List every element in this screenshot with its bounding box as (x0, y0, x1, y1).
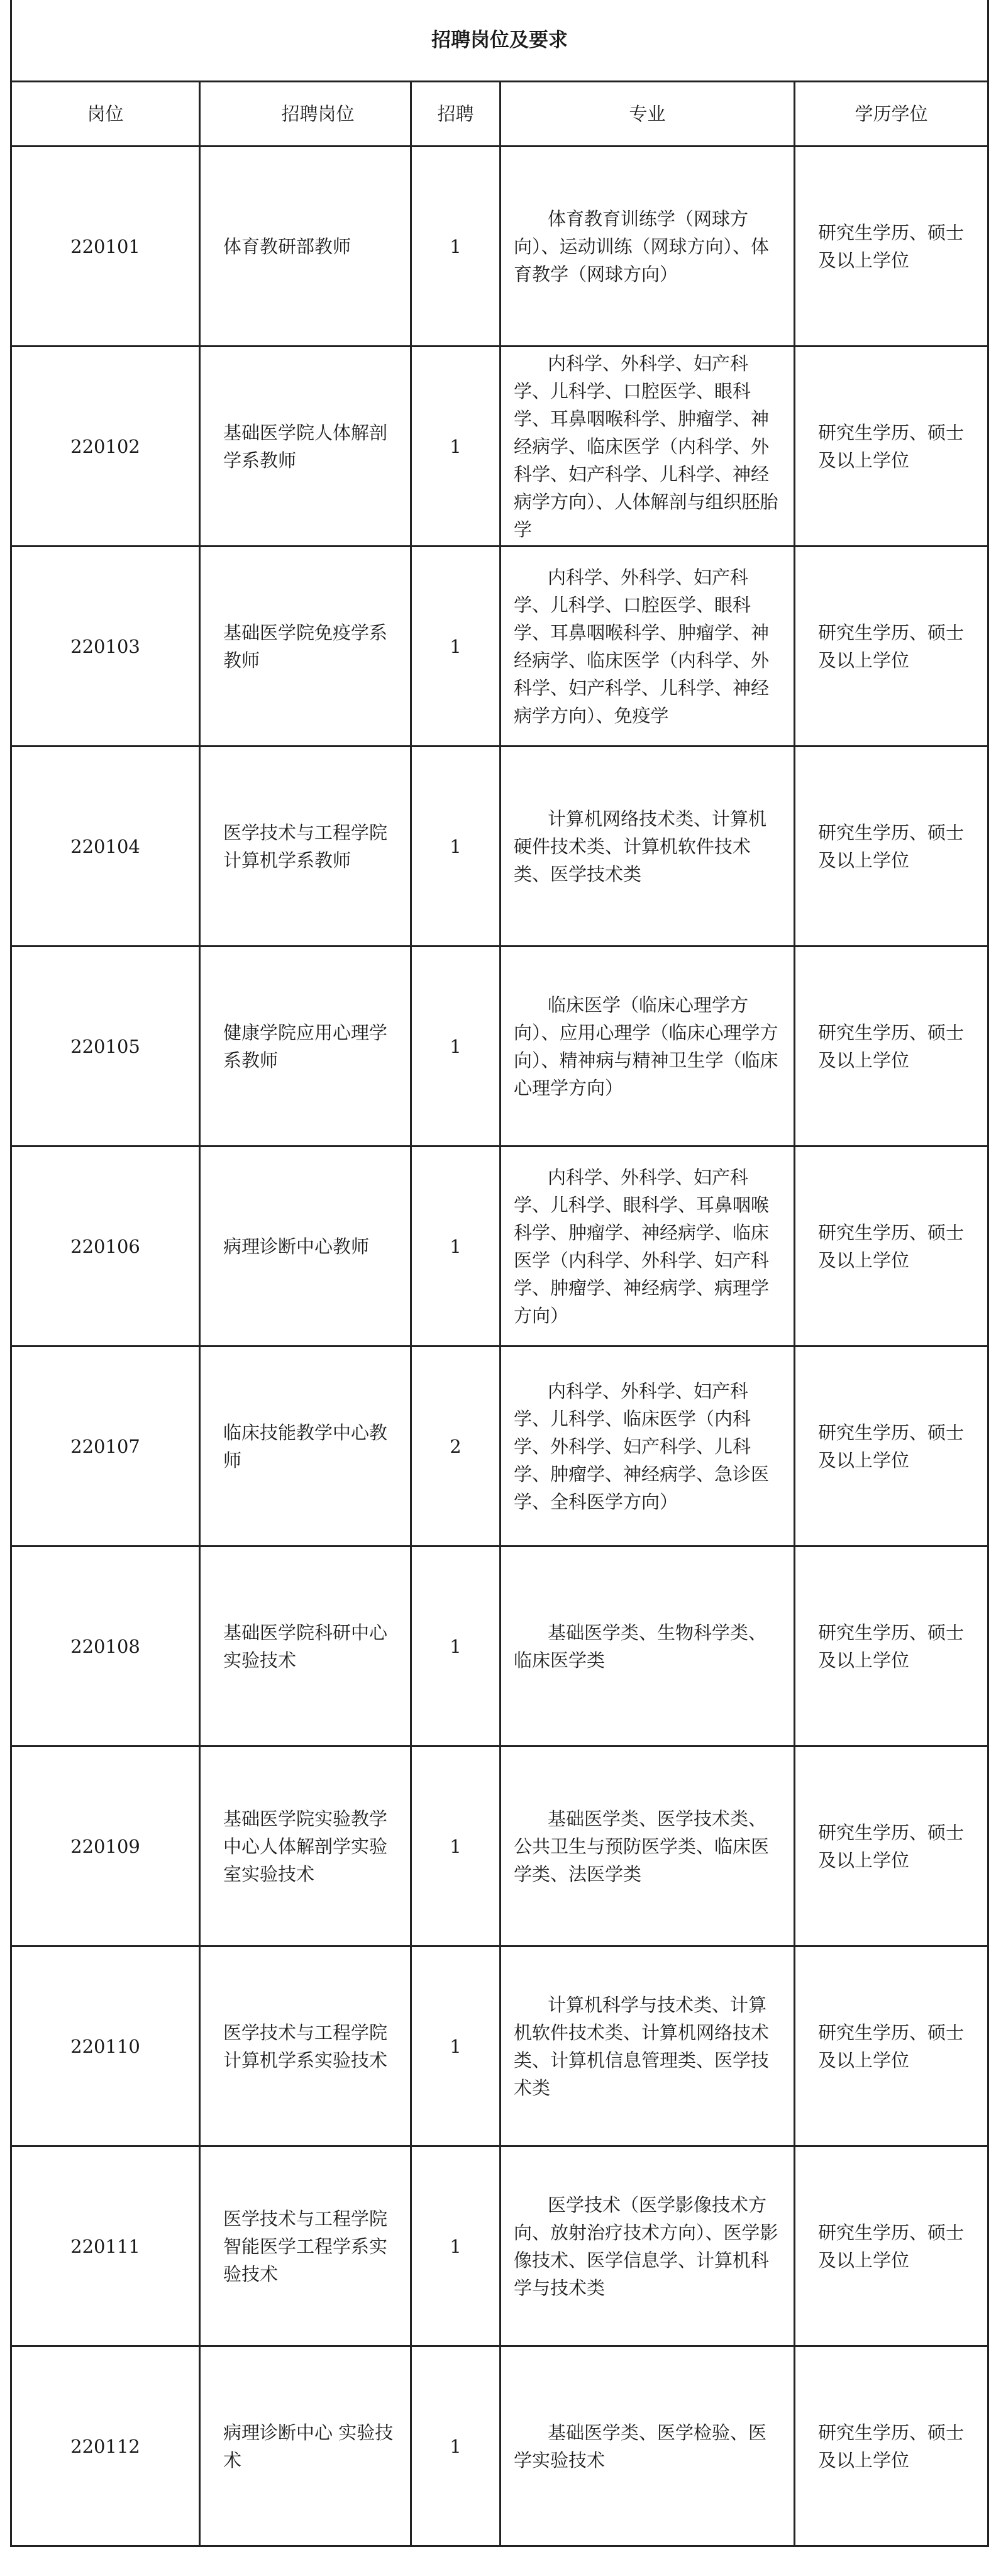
position-code-cell: 220110 (11, 1946, 200, 2146)
header-education: 学历学位 (795, 82, 988, 147)
education-cell: 研究生学历、硕士及以上学位 (795, 347, 988, 547)
education-cell: 研究生学历、硕士及以上学位 (795, 1146, 988, 1346)
education-cell: 研究生学历、硕士及以上学位 (795, 2346, 988, 2546)
table-row (11, 2346, 988, 2546)
education-cell: 研究生学历、硕士及以上学位 (795, 1546, 988, 1746)
major-cell: 内科学、外科学、妇产科学、儿科学、临床医学（内科学、外科学、妇产科学、儿科学、肿瘤学、神经病学、急诊医学、全科医学方向） (501, 1346, 795, 1546)
position-name-cell: 医学技术与工程学院计算机学系教师 (200, 747, 411, 947)
position-code-cell: 220109 (11, 1746, 200, 1946)
position-name-cell: 医学技术与工程学院计算机学系实验技术 (200, 1946, 411, 2146)
table-title: 招聘岗位及要求 (11, 0, 988, 82)
table-row (11, 2146, 988, 2346)
table-row (11, 1946, 988, 2146)
major-cell: 内科学、外科学、妇产科学、儿科学、口腔医学、眼科学、耳鼻咽喉科学、肿瘤学、神经病学、临床医学（内科学、外科学、妇产科学、儿科学、神经病学方向）、人体解剖与组织胚胎学 (501, 347, 795, 547)
major-cell: 计算机科学与技术类、计算机软件技术类、计算机网络技术类、计算机信息管理类、医学技术类 (501, 1946, 795, 2146)
position-name-cell: 基础医学院科研中心实验技术 (200, 1546, 411, 1746)
position-code-cell: 220105 (11, 947, 200, 1146)
position-code-cell: 220106 (11, 1146, 200, 1346)
education-cell: 研究生学历、硕士及以上学位 (795, 1746, 988, 1946)
position-code-cell: 220107 (11, 1346, 200, 1546)
table-row (11, 347, 988, 547)
table-row (11, 747, 988, 947)
position-name-cell: 健康学院应用心理学系教师 (200, 947, 411, 1146)
header-row (11, 82, 988, 147)
major-cell: 内科学、外科学、妇产科学、儿科学、口腔医学、眼科学、耳鼻咽喉科学、肿瘤学、神经病学、临床医学（内科学、外科学、妇产科学、儿科学、神经病学方向）、免疫学 (501, 547, 795, 747)
position-code-cell: 220101 (11, 147, 200, 347)
major-cell: 基础医学类、医学技术类、公共卫生与预防医学类、临床医学类、法医学类 (501, 1746, 795, 1946)
education-cell: 研究生学历、硕士及以上学位 (795, 547, 988, 747)
position-code-cell: 220108 (11, 1546, 200, 1746)
education-cell: 研究生学历、硕士及以上学位 (795, 2146, 988, 2346)
headcount-cell: 1 (411, 1546, 501, 1746)
table-row (11, 1346, 988, 1546)
table-row (11, 547, 988, 747)
position-name-cell: 临床技能教学中心教师 (200, 1346, 411, 1546)
education-cell: 研究生学历、硕士及以上学位 (795, 1946, 988, 2146)
headcount-cell: 1 (411, 2346, 501, 2546)
recruitment-table (10, 0, 989, 2547)
headcount-cell: 1 (411, 347, 501, 547)
position-code-cell: 220111 (11, 2146, 200, 2346)
headcount-cell: 1 (411, 1746, 501, 1946)
major-cell: 医学技术（医学影像技术方向、放射治疗技术方向）、医学影像技术、医学信息学、计算机科学与技术类 (501, 2146, 795, 2346)
headcount-cell: 1 (411, 147, 501, 347)
major-cell: 基础医学类、生物科学类、临床医学类 (501, 1546, 795, 1746)
headcount-cell: 1 (411, 2146, 501, 2346)
position-code-cell: 220102 (11, 347, 200, 547)
position-name-cell: 病理诊断中心教师 (200, 1146, 411, 1346)
header-post: 招聘岗位 (200, 82, 411, 147)
headcount-cell: 1 (411, 1946, 501, 2146)
table-row (11, 147, 988, 347)
education-cell: 研究生学历、硕士及以上学位 (795, 1346, 988, 1546)
major-cell: 临床医学（临床心理学方向）、应用心理学（临床心理学方向）、精神病与精神卫生学（临床心理学方向） (501, 947, 795, 1146)
major-cell: 内科学、外科学、妇产科学、儿科学、眼科学、耳鼻咽喉科学、肿瘤学、神经病学、临床医学（内科学、外科学、妇产科学、肿瘤学、神经病学、病理学方向） (501, 1146, 795, 1346)
table-row (11, 1746, 988, 1946)
major-cell: 基础医学类、医学检验、医学实验技术 (501, 2346, 795, 2546)
position-name-cell: 体育教研部教师 (200, 147, 411, 347)
position-name-cell: 基础医学院实验教学中心人体解剖学实验室实验技术 (200, 1746, 411, 1946)
position-name-cell: 基础医学院免疫学系教师 (200, 547, 411, 747)
position-code-cell: 220112 (11, 2346, 200, 2546)
major-cell: 体育教育训练学（网球方向）、运动训练（网球方向）、体育教学（网球方向） (501, 147, 795, 347)
major-cell: 计算机网络技术类、计算机硬件技术类、计算机软件技术类、医学技术类 (501, 747, 795, 947)
recruitment-table-sheet (10, 0, 987, 2547)
header-count: 招聘 (411, 82, 501, 147)
education-cell: 研究生学历、硕士及以上学位 (795, 747, 988, 947)
headcount-cell: 1 (411, 1146, 501, 1346)
position-name-cell: 病理诊断中心 实验技术 (200, 2346, 411, 2546)
headcount-cell: 1 (411, 947, 501, 1146)
table-row (11, 1546, 988, 1746)
header-major: 专业 (501, 82, 795, 147)
education-cell: 研究生学历、硕士及以上学位 (795, 947, 988, 1146)
position-code-cell: 220104 (11, 747, 200, 947)
headcount-cell: 1 (411, 747, 501, 947)
position-name-cell: 医学技术与工程学院智能医学工程学系实验技术 (200, 2146, 411, 2346)
headcount-cell: 2 (411, 1346, 501, 1546)
position-code-cell: 220103 (11, 547, 200, 747)
header-code: 岗位 (11, 82, 200, 147)
table-row (11, 947, 988, 1146)
education-cell: 研究生学历、硕士及以上学位 (795, 147, 988, 347)
position-name-cell: 基础医学院人体解剖学系教师 (200, 347, 411, 547)
table-row (11, 1146, 988, 1346)
headcount-cell: 1 (411, 547, 501, 747)
